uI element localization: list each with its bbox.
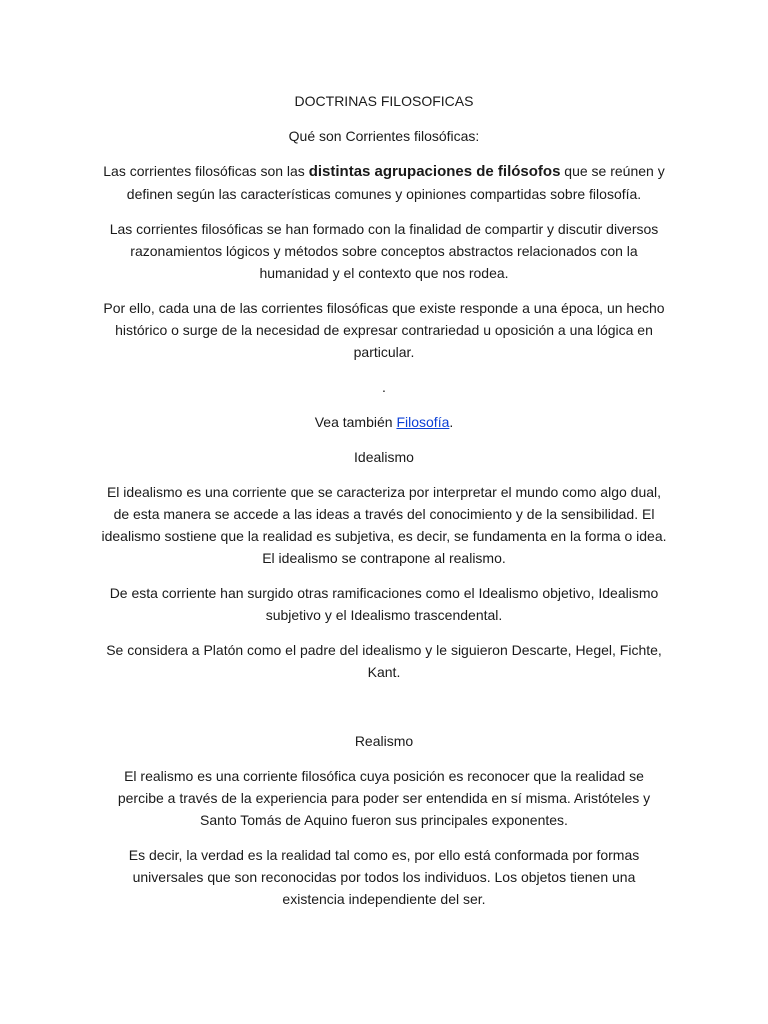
realismo-paragraph-2: Es decir, la verdad es la realidad tal como es, por ello está conformada por formas universales que son reconocidas por todos los individuos. Los objetos tienen una existencia independiente del ser. [128,847,640,907]
realismo-paragraph-1: El realismo es una corriente filosófica cuya posición es reconocer que la realidad se percibe a través de la experiencia para poder ser entendida en sí misma. Aristóteles y Santo Tomás de Aquino fueron sus principales exponentes. [117,768,651,828]
intro-bold-text: distintas agrupaciones de filósofos [308,163,561,180]
document-title: DOCTRINAS FILOSOFICAS [294,93,474,109]
idealismo-heading: Idealismo [354,449,414,465]
idealismo-paragraph-3: Se considera a Platón como el padre del idealismo y le siguieron Descarte, Hegel, Fichte, Kant. [106,642,662,680]
idealismo-paragraph-1: El idealismo es una corriente que se caracteriza por interpretar el mundo como algo dual, de esta manera se accede a las ideas a través del conocimiento y de la sensibilidad. El idealismo sostiene que la realidad es subjetiva, es decir, se fundamenta en la forma o idea. El idealismo se contrapone al realismo. [101,484,667,566]
see-also-line [100,411,668,433]
see-also-prefix: Vea también [314,414,397,430]
intro-text-before: Las corrientes filosóficas son las [103,163,309,179]
formation-paragraph: Las corrientes filosóficas se han formado con la finalidad de compartir y discutir diversos razonamientos lógicos y métodos sobre conceptos abstractos relacionados con la humanidad y el contexto que nos rodea. [109,221,659,281]
document-page [100,90,668,923]
question-heading: Qué son Corrientes filosóficas: [288,128,480,144]
dot-separator: . [382,379,386,395]
filosofia-link[interactable]: Filosofía [396,414,450,430]
realismo-heading: Realismo [354,733,414,749]
intro-text-after: que se reúnen y definen según las características comunes y opiniones compartidas sobre filosofía. [126,163,665,202]
idealismo-paragraph-2: De esta corriente han surgido otras ramificaciones como el Idealismo objetivo, Idealismo subjetivo y el Idealismo trascendental. [109,585,659,623]
intro-paragraph [100,160,668,205]
context-paragraph: Por ello, cada una de las corrientes filosóficas que existe responde a una época, un hecho histórico o surge de la necesidad de expresar contrariedad u oposición a una lógica en particular. [103,300,665,360]
see-also-suffix: . [449,414,454,430]
